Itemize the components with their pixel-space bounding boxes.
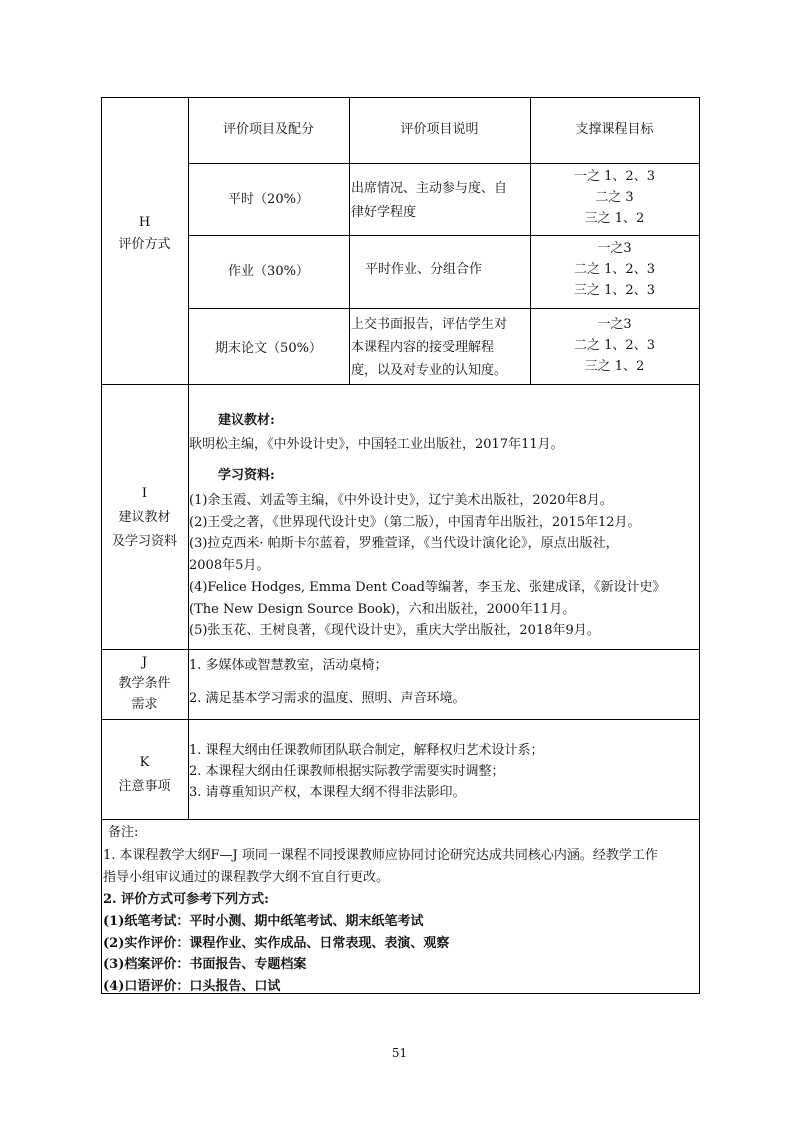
notice-item: 1. 课程大纲由任课教师团队联合制定，解释权归艺术设计系；	[189, 743, 544, 758]
method-item: (1)纸笔考试：平时小测、期中纸笔考试、期末纸笔考试	[103, 914, 424, 929]
goal-line: 三之 1、2、3	[574, 283, 655, 298]
conditions-item: 1. 多媒体或智慧教室，活动桌椅；	[189, 658, 388, 673]
goal-line: 一之3	[597, 317, 632, 332]
eval-row-item: 期末论文（50%）	[215, 341, 322, 356]
section-i-letter: I	[141, 486, 148, 501]
eval-row-desc	[365, 259, 482, 281]
material-item: (The New Design Source Book)，六和出版社，2000年11月。	[189, 601, 576, 617]
section-h-label	[101, 212, 188, 256]
notice-item: 3. 请尊重知识产权，本课程大纲不得非法影印。	[189, 785, 466, 800]
desc-line: 本课程内容的接受理解程	[351, 340, 495, 355]
desc-line: 度，以及对专业的认知度。	[351, 363, 508, 378]
section-j-letter: J	[141, 655, 148, 670]
desc-line: 律好学程度	[351, 205, 417, 220]
method-item: (3)档案评价：书面报告、专题档案	[103, 957, 307, 972]
notes-list	[189, 740, 544, 803]
section-i-label	[101, 482, 188, 554]
remarks-line-1: 1. 本课程教学大纲F—J 项同一课程不同授课教师应协同讨论研究达成共同核心内涵。经教学工作	[103, 848, 658, 863]
eval-row-item: 平时（20%）	[228, 192, 309, 207]
conditions-item: 2. 满足基本学习需求的温度、照明、声音环境。	[189, 691, 466, 706]
section-j-title-2: 需求	[131, 697, 158, 712]
material-item: (5)张玉花、王树良著，《现代设计史》，重庆大学出版社，2018年9月。	[189, 623, 600, 639]
method-item: (4)口语评价：口头报告、口试	[103, 978, 281, 994]
section-j-label	[101, 652, 188, 715]
goal-line: 一之 1、2、3	[574, 169, 655, 184]
desc-line: 出席情况、主动参与度、自	[351, 181, 508, 196]
textbook-text: 耿明松主编，《中外设计史》，中国轻工业出版社，2017年11月。	[189, 437, 564, 452]
eval-row-item: 作业（30%）	[228, 264, 309, 279]
header-goal: 支撑课程目标	[575, 122, 654, 137]
method-item: (2)实作评价：课程作业、实作成品、日常表现、表演、观察	[103, 935, 450, 951]
material-item: (2)王受之著，《世界现代设计史》（第二版），中国青年出版社，2015年12月。	[189, 514, 641, 530]
header-item: 评价项目及配分	[222, 122, 314, 137]
goal-line: 三之 1、2	[584, 359, 645, 374]
eval-row-desc	[351, 313, 507, 382]
material-item: (3)拉克西米· 帕斯卡尔蓝着，罗雅萱译，《当代设计演化论》，原点出版社，	[189, 536, 619, 552]
remarks-heading: 备注:	[108, 825, 139, 840]
section-i-title-1: 建议教材	[118, 510, 171, 525]
section-k-title: 注意事项	[118, 779, 171, 794]
page-number: 51	[391, 1046, 408, 1060]
eval-row-goals	[530, 166, 699, 229]
notice-item: 2. 本课程大纲由任课教师根据实际教学需要实时调整；	[189, 764, 505, 779]
section-h-letter: H	[138, 215, 151, 230]
goal-line: 一之3	[597, 241, 632, 256]
section-k-letter: K	[139, 755, 150, 770]
goal-line: 二之 1、2、3	[574, 262, 655, 277]
materials-heading: 学习资料:	[218, 468, 275, 483]
eval-row-goals	[530, 314, 699, 377]
materials-list	[189, 490, 666, 642]
goal-line: 二之 1、2、3	[574, 338, 655, 353]
eval-row-desc	[351, 177, 507, 225]
goal-line: 三之 1、2	[584, 211, 645, 226]
remarks-line-2: 指导小组审议通过的课程教学大纲不宜自行更改。	[103, 870, 390, 885]
goal-line: 二之 3	[595, 190, 634, 205]
remarks-line-3: 2. 评价方式可参考下列方式:	[103, 892, 269, 907]
material-item: 2008年5月。	[189, 558, 270, 574]
section-k-label	[101, 751, 188, 799]
textbook-heading: 建议教材:	[218, 413, 275, 428]
section-i-title-2: 及学习资料	[111, 534, 177, 549]
eval-row-goals	[530, 238, 699, 301]
section-j-title-1: 教学条件	[118, 676, 171, 691]
desc-line: 上交书面报告，评估学生对	[351, 317, 508, 332]
material-item: (4)Felice Hodges, Emma Dent Coad等编著，李玉龙、张建成译，《新设计史》	[189, 579, 666, 595]
remarks-methods	[103, 911, 449, 997]
section-h-title: 评价方式	[118, 237, 171, 252]
material-item: (1)余玉霞、刘孟等主编，《中外设计史》，辽宁美术出版社，2020年8月。	[189, 493, 613, 508]
desc-line: 平时作业、分组合作	[365, 262, 483, 277]
header-desc: 评价项目说明	[400, 122, 479, 137]
